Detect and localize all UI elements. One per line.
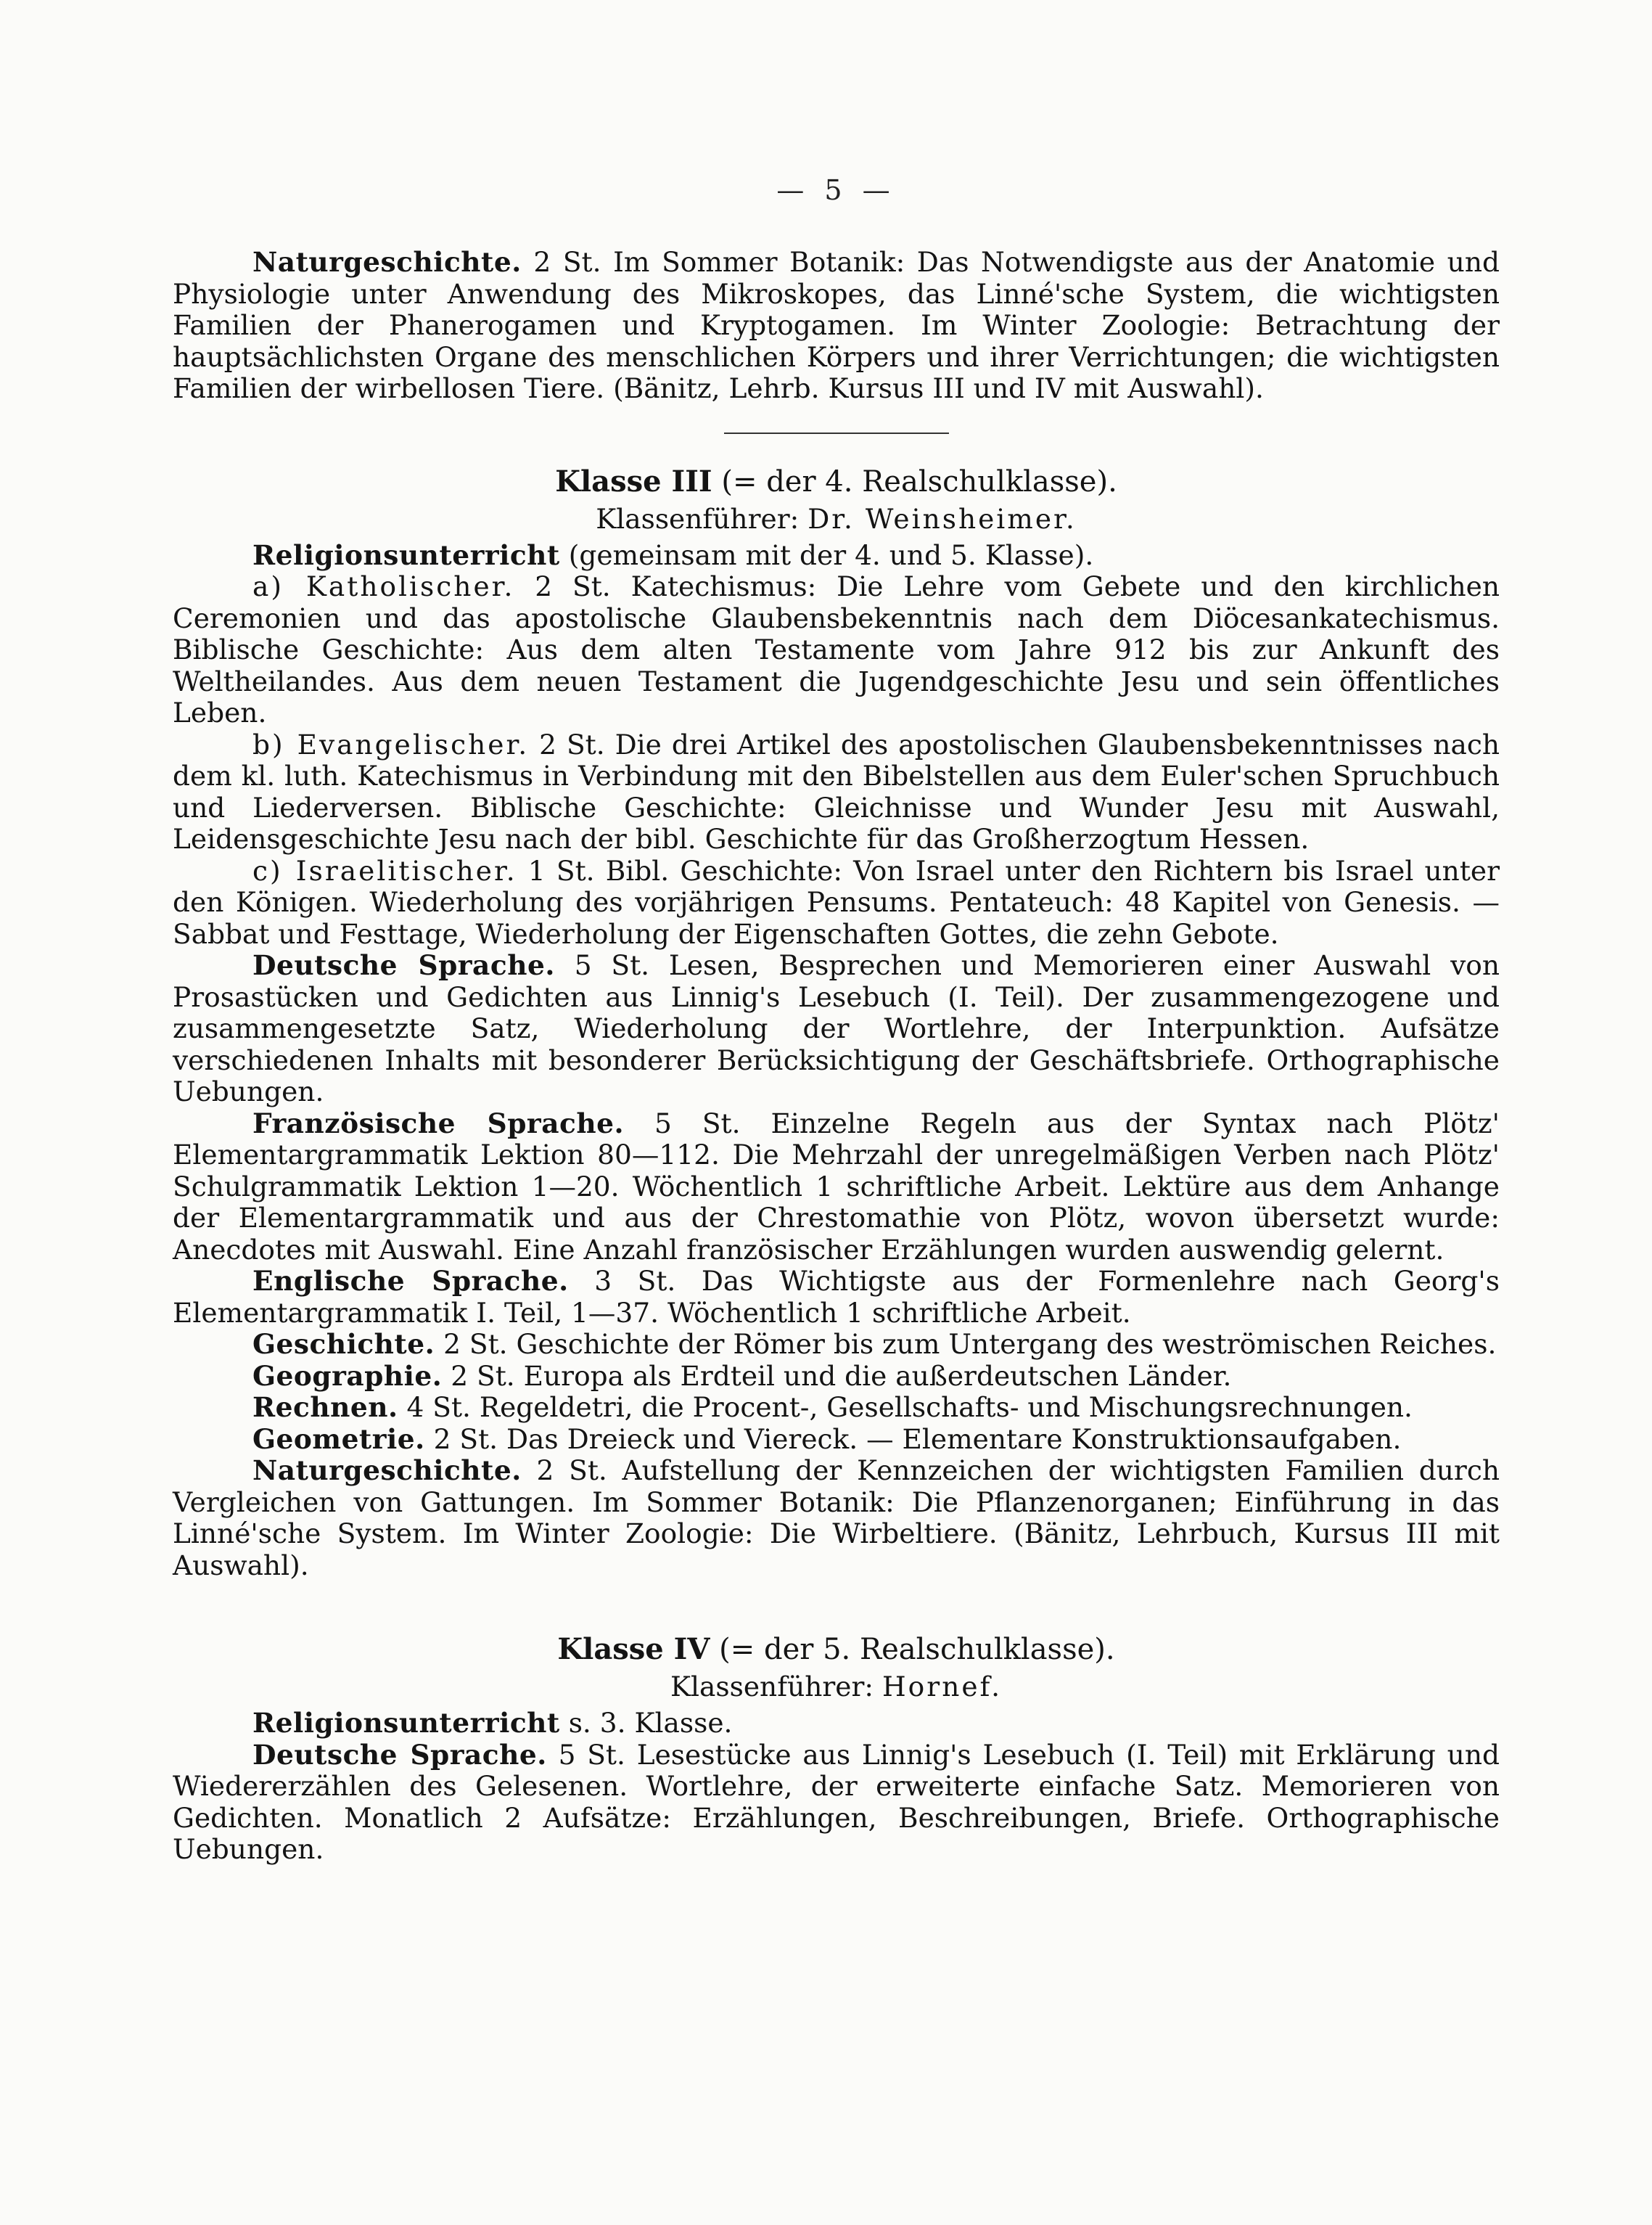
paragraph-naturgeschichte-top [173,247,1500,405]
subject-heading: Geographie. [252,1359,443,1392]
paragraph-text: 2 St. Das Dreieck und Viereck. — Elementare Konstruktionsaufgaben. [433,1422,1402,1455]
subject-heading: Naturgeschichte. [252,246,522,278]
paragraph-geographie [173,1361,1500,1393]
class-title: Klasse III [555,464,712,499]
paragraph-text: 2 St. Europa als Erdteil und die außerdeutschen Länder. [451,1359,1232,1392]
paragraph-text: s. 3. Klasse. [568,1707,733,1739]
subject-heading: Religionsunterricht [252,1707,560,1739]
paragraph-geometrie [173,1424,1500,1456]
paragraph-text: 5 St. Lesen, Besprechen und Memorieren einer Auswahl von Prosastücken und Gedichten aus Linnig's Lesebuch (I. Teil). Der zusammengezogene und zusammengesetzte Satz, Wiederholung der Wortlehre, der Interpunktion. Aufsätze verschiedenen Inhalts mit besonderer Berücksichtigung der Geschäftsbriefe. Orthographische Uebungen. [173,949,1500,1107]
teacher-name: Dr. Weinsheimer. [807,502,1077,535]
subject-heading: Geschichte. [252,1328,435,1360]
paragraph-religion [173,540,1500,572]
paragraph-rechnen [173,1392,1500,1424]
subject-heading: Französische Sprache. [252,1107,624,1139]
paragraph-naturgeschichte [173,1455,1500,1581]
paragraph-text: 1 St. Bibl. Geschichte: Von Israel unter den Richtern bis Israel unter den Königen. Wiederholung des vorjährigen Pensums. Pentateuch: 48 Kapitel von Genesis. — Sabbat und Festtage, Wiederholung der Eigenschaften Gottes, die zehn Gebote. [173,854,1500,950]
paragraph-katholisch [173,571,1500,729]
paragraph-text: 3 St. Das Wichtigste aus der Formenlehre nach Georg's Elementargrammatik I. Teil, 1—37. Wöchentlich 1 schriftliche Arbeit. [173,1265,1500,1329]
class-title: Klasse IV [557,1632,710,1666]
paragraph-text: 4 St. Regeldetri, die Procent-, Gesellschafts- und Mischungsrechnungen. [406,1391,1413,1423]
class-heading-iv [173,1632,1500,1667]
subject-heading: Religionsunterricht [252,538,560,571]
paragraph-text: 2 St. Geschichte der Römer bis zum Untergang des weströmischen Reiches. [443,1328,1497,1360]
class-teacher-iv [173,1670,1500,1703]
page-number: — 5 — [776,174,896,206]
teacher-name: Hornef. [882,1671,1002,1702]
sub-heading: c) Israelitischer. [252,854,517,887]
paragraph-text: 2 St. Im Sommer Botanik: Das Notwendigste aus der Anatomie und Physiologie unter Anwendung des Mikroskopes, das Linné'sche System, die wichtigsten Familien der Phanerogamen und Kryptogamen. Im Winter Zoologie: Betrachtung der hauptsächlichsten Organe des menschlichen Körpers und ihrer Verrichtungen; die wichtigsten Familien der wirbellosen Tiere. (Bänitz, Lehrb. Kursus III und IV mit Auswahl). [173,246,1500,404]
teacher-label: Klassenführer: [596,502,800,535]
paragraph-franzoesisch [173,1108,1500,1266]
subject-heading: Naturgeschichte. [252,1454,522,1486]
subject-heading: Deutsche Sprache. [252,949,555,981]
subject-heading: Rechnen. [252,1391,398,1423]
paragraph-deutsch-iv [173,1740,1500,1866]
paragraph-text: 2 St. Aufstellung der Kennzeichen der wichtigsten Familien durch Vergleichen von Gattungen. Im Sommer Botanik: Die Pflanzenorganen; Einführung in das Linné'sche System. Im Winter Zoologie: Die Wirbeltiere. (Bänitz, Lehrbuch, Kursus III mit Auswahl). [173,1454,1500,1581]
paragraph-evangelisch [173,729,1500,856]
subject-heading: Deutsche Sprache. [252,1738,547,1771]
class-teacher-iii [173,502,1500,536]
subject-heading: Englische Sprache. [252,1265,569,1297]
paragraph-text: 5 St. Einzelne Regeln aus der Syntax nach Plötz' Elementargrammatik Lektion 80—112. Die Mehrzahl der unregelmäßigen Verben nach Plötz' Schulgrammatik Lektion 1—20. Wöchentlich 1 schriftliche Arbeit. Lektüre aus dem Anhange der Elementargrammatik und aus der Chrestomathie von Plötz, wovon übersetzt wurde: Anecdotes mit Auswahl. Eine Anzahl französischer Erzählungen wurden auswendig gelernt. [173,1107,1500,1266]
paragraph-text: (gemeinsam mit der 4. und 5. Klasse). [568,538,1094,571]
paragraph-deutsch [173,950,1500,1108]
paragraph-text: 2 St. Die drei Artikel des apostolischen Glaubensbekenntnisses nach dem kl. luth. Katechismus in Verbindung mit den Bibelstellen aus dem Euler'schen Spruchbuch und Liederversen. Biblische Geschichte: Gleichnisse und Wunder Jesu mit Auswahl, Leidensgeschichte Jesu nach der bibl. Geschichte für das Großherzogtum Hessen. [173,728,1500,855]
subject-heading: Geometrie. [252,1422,425,1455]
paragraph-geschichte [173,1329,1500,1361]
class-heading-iii [173,464,1500,499]
class-subtitle: (= der 5. Realschulklasse). [719,1633,1115,1666]
teacher-label: Klassenführer: [670,1671,874,1702]
section-divider [724,433,949,434]
sub-heading: a) Katholischer. [252,570,515,602]
paragraph-israelitisch [173,856,1500,951]
class-subtitle: (= der 4. Realschulklasse). [721,464,1117,499]
paragraph-englisch [173,1266,1500,1329]
spacer [173,1581,1500,1632]
paragraph-religion-iv [173,1708,1500,1740]
paragraph-text: 2 St. Katechismus: Die Lehre vom Gebete und den kirchlichen Ceremonien und das apostolische Glaubensbekenntnis nach dem Diöcesankatechismus. Biblische Geschichte: Aus dem alten Testamente vom Jahre 912 bis zur Ankunft des Weltheilandes. Aus dem neuen Testament die Jugendgeschichte Jesu und sein öffentliches Leben. [173,570,1500,729]
paragraph-text: 5 St. Lesestücke aus Linnig's Lesebuch (I. Teil) mit Erklärung und Wiedererzählen des Gelesenen. Wortlehre, der erweiterte einfache Satz. Memorieren von Gedichten. Monatlich 2 Aufsätze: Erzählungen, Beschreibungen, Briefe. Orthographische Uebungen. [173,1738,1500,1865]
sub-heading: b) Evangelischer. [252,728,530,761]
